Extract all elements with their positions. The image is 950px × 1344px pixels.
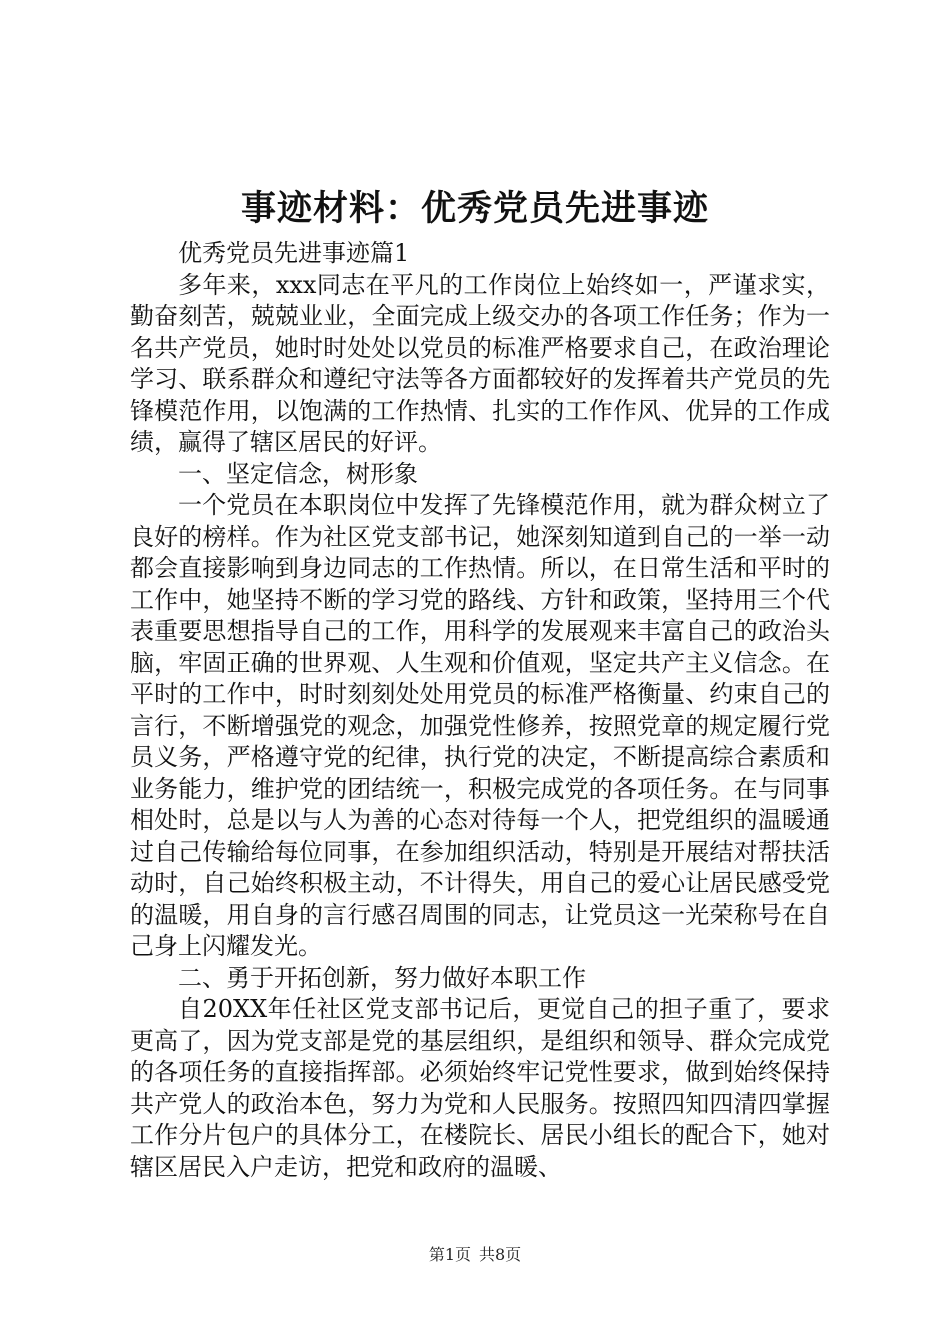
section-heading: 优秀党员先进事迹篇1 (178, 239, 410, 267)
page-footer (0, 1244, 950, 1266)
paragraph: 自20XX年任社区党支部书记后，更觉自己的担子重了，要求更高了，因为党支部是党的基层组织，是组织和领导、群众完成党的各项任务的直接指挥部。必须始终牢记党性要求，做到始终保持共产党人的政治本色，努力为党和人民服务。按照四知四清四掌握工作分片包户的具体分工，在楼院长、居民小组长的配合下，她对辖区居民入户走访，把党和政府的温暖、 (130, 995, 830, 1181)
page-number: 第1页 (428, 1245, 471, 1264)
document-title: 事迹材料：优秀党员先进事迹 (240, 188, 709, 229)
paragraph: 一个党员在本职岗位中发挥了先锋模范作用，就为群众树立了良好的榜样。作为社区党支部书记，她深刻知道到自己的一举一动都会直接影响到身边同志的工作热情。所以，在日常生活和平时的工作中，她坚持不断的学习党的路线、方针和政策，坚持用三个代表重要思想指导自己的工作，用科学的发展观来丰富自己的政治头脑，牢固正确的世界观、人生观和价值观，坚定共产主义信念。在平时的工作中，时时刻刻处处用党员的标准严格衡量、约束自己的言行，不断增强党的观念，加强党性修养，按照党章的规定履行党员义务，严格遵守党的纪律，执行党的决定，不断提高综合素质和业务能力，维护党的团结统一，积极完成党的各项任务。在与同事相处时，总是以与人为善的心态对待每一个人，把党组织的温暖通过自己传输给每位同事，在参加组织活动，特别是开展结对帮扶活动时，自己始终积极主动，不计得失，用自己的爱心让居民感受党的温暖，用自身的言行感召周围的同志，让党员这一光荣称号在自己身上闪耀发光。 (130, 491, 830, 960)
subheading: 一、坚定信念，树形象 (178, 459, 418, 488)
page-total: 共8页 (479, 1245, 522, 1264)
paragraph: 多年来，xxx同志在平凡的工作岗位上始终如一，严谨求实，勤奋刻苦，兢兢业业，全面完成上级交办的各项工作任务；作为一名共产党员，她时时处处以党员的标准严格要求自己，在政治理论学习、联系群众和遵纪守法等各方面都较好的发挥着共产党员的先锋模范作用，以饱满的工作热情、扎实的工作作风、优异的工作成绩，赢得了辖区居民的好评。 (130, 270, 830, 456)
document-body (130, 238, 830, 1183)
subheading: 二、勇于开拓创新，努力做好本职工作 (178, 963, 586, 992)
